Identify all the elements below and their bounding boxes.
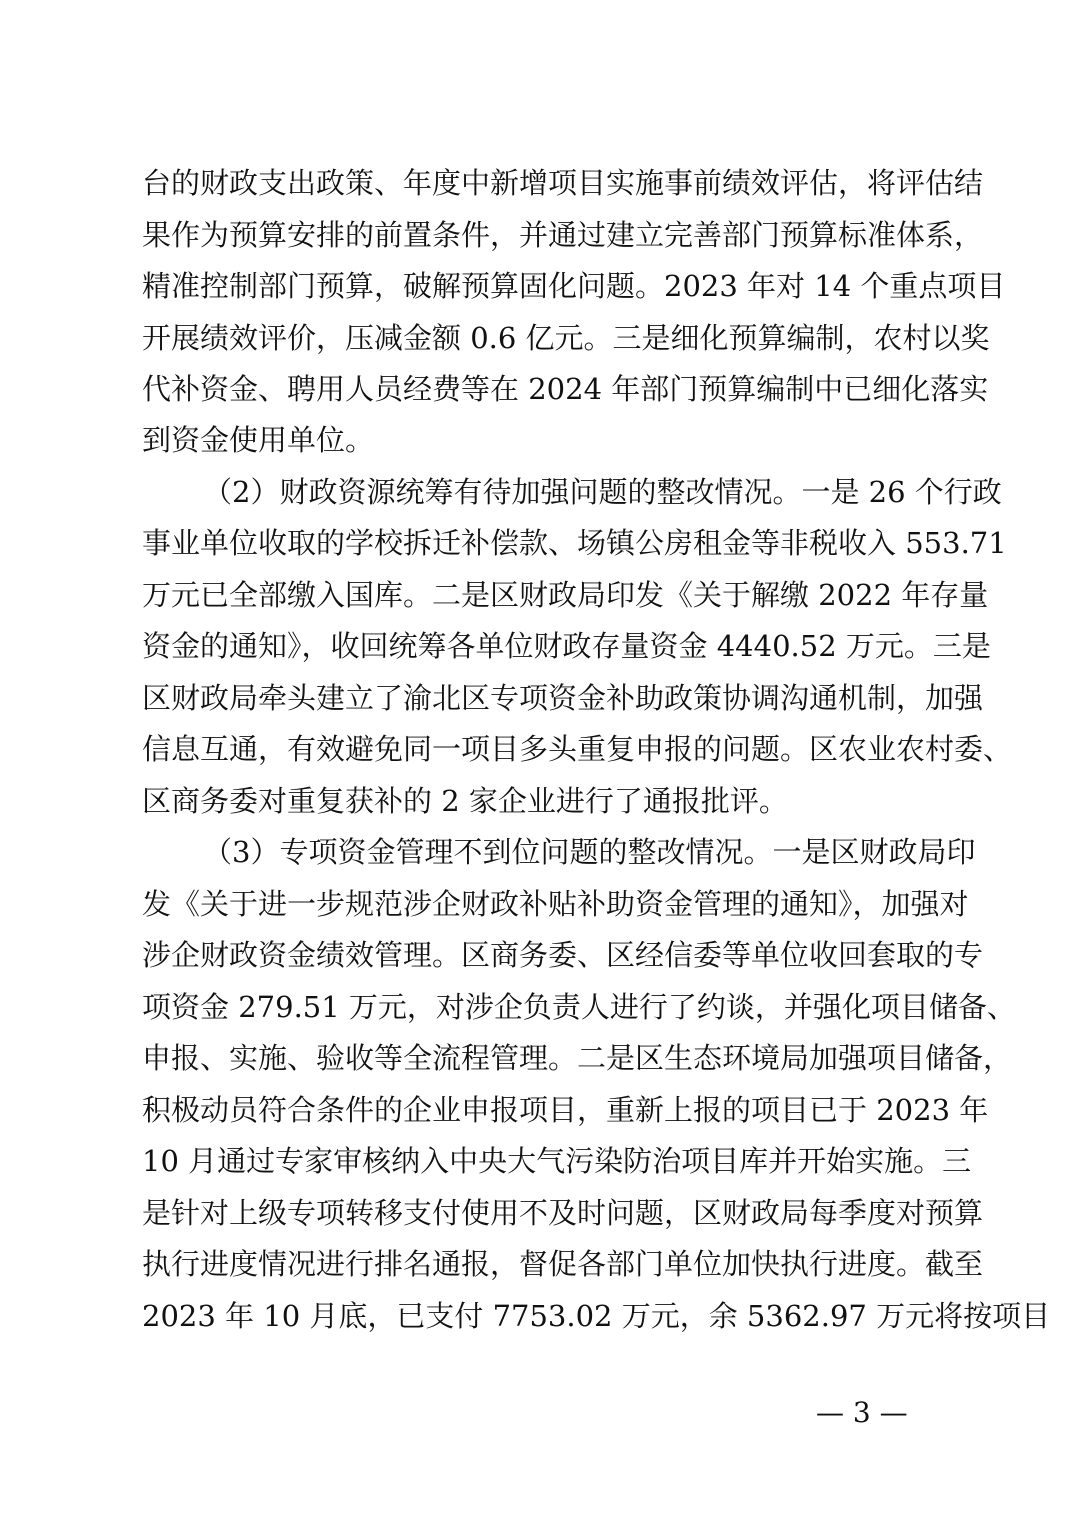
paragraph-3-line-4: 项资金 279.51 万元，对涉企负责人进行了约谈，并强化项目储备、 [142, 990, 1016, 1024]
paragraph-3-line-6: 积极动员符合条件的企业申报项目，重新上报的项目已于 2023 年 [142, 1093, 989, 1127]
paragraph-3-line-9: 执行进度情况进行排名通报，督促各部门单位加快执行进度。截至 [142, 1247, 984, 1281]
page-number: — 3 — [816, 1396, 908, 1429]
paragraph-2-line-2: 事业单位收取的学校拆迁补偿款、场镇公房租金等非税收入 553.71 [142, 526, 1007, 560]
paragraph-1-line-2: 果作为预算安排的前置条件，并通过建立完善部门预算标准体系， [142, 218, 984, 252]
paragraph-1-line-4: 开展绩效评价，压减金额 0.6 亿元。三是细化预算编制，农村以奖 [142, 321, 990, 355]
paragraph-2-line-6: 信息互通，有效避免同一项目多头重复申报的问题。区农业农村委、 [142, 732, 1013, 766]
paragraph-2-line-5: 区财政局牵头建立了渝北区专项资金补助政策协调沟通机制，加强 [142, 681, 984, 715]
paragraph-1-line-1: 台的财政支出政策、年度中新增项目实施事前绩效评估，将评估结 [142, 166, 984, 200]
paragraph-3-line-5: 申报、实施、验收等全流程管理。二是区生态环境局加强项目储备， [142, 1041, 1013, 1075]
paragraph-3-line-3: 涉企财政资金绩效管理。区商务委、区经信委等单位收回套取的专 [142, 938, 984, 972]
paragraph-3-line-2: 发《关于进一步规范涉企财政补贴补助资金管理的通知》，加强对 [142, 887, 969, 921]
paragraph-3-line-7: 10 月通过专家审核纳入中央大气污染防治项目库并开始实施。三 [142, 1144, 972, 1178]
paragraph-3-line-10: 2023 年 10 月底，已支付 7753.02 万元，余 5362.97 万元将按项目 [142, 1299, 1051, 1333]
paragraph-3-line-1: （3）专项资金管理不到位问题的整改情况。一是区财政局印 [203, 835, 976, 869]
paragraph-2-line-4: 资金的通知》，收回统筹各单位财政存量资金 4440.52 万元。三是 [142, 629, 991, 663]
paragraph-2-line-1: （2）财政资源统筹有待加强问题的整改情况。一是 26 个行政 [203, 475, 1002, 509]
paragraph-2-line-3: 万元已全部缴入国库。二是区财政局印发《关于解缴 2022 年存量 [142, 578, 989, 612]
paragraph-1-line-5: 代补资金、聘用人员经费等在 2024 年部门预算编制中已细化落实 [142, 372, 989, 406]
paragraph-3-line-8: 是针对上级专项转移支付使用不及时问题，区财政局每季度对预算 [142, 1196, 984, 1230]
paragraph-2-line-7: 区商务委对重复获补的 2 家企业进行了通报批评。 [142, 784, 788, 818]
paragraph-1-line-6: 到资金使用单位。 [142, 423, 375, 457]
paragraph-1-line-3: 精准控制部门预算，破解预算固化问题。2023 年对 14 个重点项目 [142, 269, 1006, 303]
